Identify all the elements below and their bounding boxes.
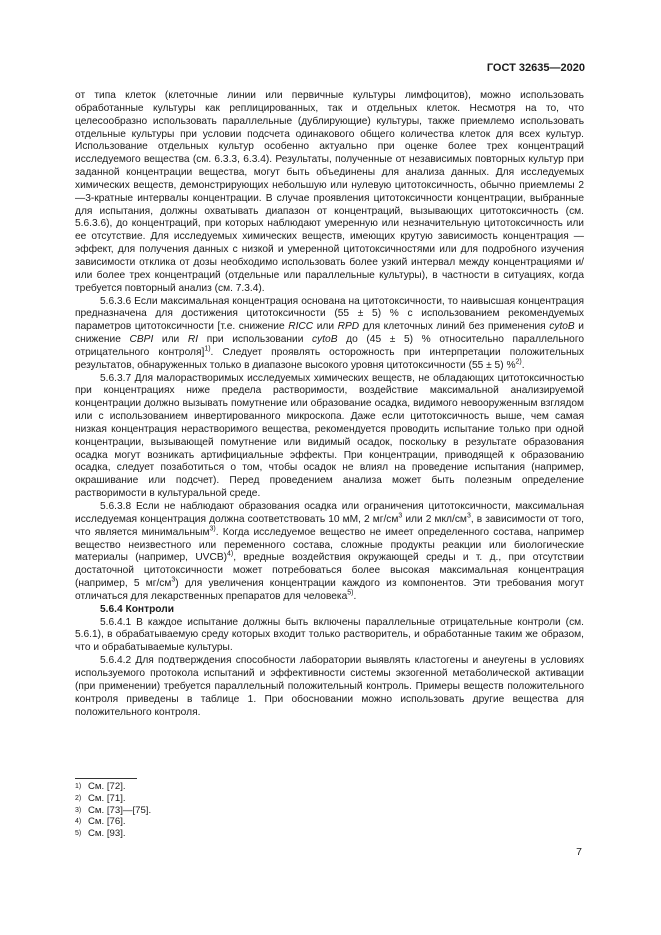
- paragraph-continued: от типа клеток (клеточные линии или первичные культуры лимфоцитов), можно использовать обработанные культуры как реплицированных, так и отдельных клеток. Несмотря на то, что целесообразно использовать параллельные (дублирующие) культуры, также приемлемо использовать отдельные культуры при условии подсчета одинакового общего количества клеток для всех культур. Использование отдельных культур особенно актуально при оценке более трех концентраций исследуемого вещества (см. 6.3.3, 6.3.4). Результаты, полученные от независимых повторных культур при заданной концентрации вещества, могут быть объединены для анализа данных. Для исследуемых химических веществ, демонстрирующих небольшую или нулевую цитотоксичность, обычно приемлемы 2—3-кратные интервалы концентрации. В случае проявления цитотоксичности концентрации, выбранные для испытания, должны охватывать диапазон от концентраций, вызывающих цитотоксичность (см. 5.6.3.6), до концентраций, при которых наблюдают умеренную или незначительную цитотоксичность или ее отсутствие. Для исследуемых химических веществ, имеющих крутую зависимость концентрация — эффект, для получения данных с низкой и умеренной цитотоксичностями или для подробного изучения зависимости отклика от дозы необходимо использовать более узкий интервал между концентрациями и/или более трех концентраций (отдельные или параллельные культуры), в частности в ситуациях, когда требуется повторный анализ (см. 7.3.4).: [75, 90, 584, 294]
- footnote-ref: 3): [209, 525, 216, 533]
- footnote-item: 2) См. [71].: [75, 792, 126, 804]
- footnote-separator: [75, 778, 137, 779]
- paragraph-5-6-3-8: 5.6.3.8 Если не наблюдают образования осадка или ограничения цитотоксичности, максимальная исследуемая концентрация должна соответствовать 10 мМ, 2 $мг/см^3$ или 2 мкл/$см^3$, в зависимости от того, что является минимальным$^{3)}$. Когда исследуемое вещество не имеет определенного состава, например вещество неизвестного или переменного состава, сложные продукты реакции или биологические материалы (например, UVCB)$^{4)}$, вредные воздействия окружающей среды и т. д., при отсутствии достаточной цитотоксичности может потребоваться более высокая максимальная концентрация (например, 5 $мг/см^3$) для увеличения концентрации каждого из компонентов. Эти требования могут отличаться для лекарственных препаратов для человека$^{5)}$.: [75, 501, 584, 602]
- footnotes: [75, 781, 151, 840]
- footnote-item: 1) См. [72].: [75, 781, 126, 792]
- paragraph-5-6-3-6: 5.6.3.6 Если максимальная концентрация основана на цитотоксичности, то наивысшая концентрация предназначена для достижения цитотоксичности (55 ± 5) % с использованием рекомендуемых параметров цитотоксичности [т.е. снижение RICC или RPD для клеточных линий без применения cytoB и снижение CBPI или RI при использовании cytoB до (45 ± 5) % относительно параллельного отрицательного контроля]$^{1)}$. Следует проявлять осторожность при интерпретации положительных результатов, обнаруженных только в диапазоне высокого уровня цитотоксичности (55 ± 5) %$^{2)}$.: [75, 295, 584, 371]
- footnote-ref: 2): [515, 358, 522, 366]
- footnote-ref: 5): [347, 589, 354, 597]
- footnote-item: 5) См. [93].: [75, 828, 126, 840]
- section-heading-5-6-4: 5.6.4 Контроли: [100, 603, 174, 615]
- footnote-item: 3) См. [73]—[75].: [75, 804, 152, 816]
- page-number: 7: [576, 846, 582, 858]
- footnote-item: 4) См. [76].: [75, 816, 126, 828]
- document-header: ГОСТ 32635—2020: [486, 62, 585, 74]
- paragraph-5-6-4-2: 5.6.4.2 Для подтверждения способности лаборатории выявлять кластогены и анеугены в условиях используемого протокола испытаний и эффективности системы экзогенной метаболической активации (при применении) требуется параллельный положительный контроль. Примеры веществ положительного контроля приведены в таблице 1. При обосновании можно использовать другие вещества для положительного контроля.: [75, 655, 584, 718]
- footnote-ref: 1): [204, 345, 211, 353]
- document-body: [75, 90, 584, 719]
- paragraph-5-6-3-7: 5.6.3.7 Для малорастворимых исследуемых химических веществ, не обладающих цитотоксичностью при концентрациях ниже предела растворимости, воздействие максимальной анализируемой концентрации должно вызывать помутнение или образование осадка, видимого невооруженным взглядом или с использованием инвертированного микроскопа. Даже если цитотоксичность выше, чем самая низкая концентрация нерастворимого вещества, рекомендуется проводить испытание только при одной концентрации, вызывающей помутнение или видимый осадок, поскольку в результате образования осадка могут возникать артифициальные эффекты. При концентрации, приводящей к образованию осадка, следует позаботиться о том, чтобы осадок не влиял на проведение испытания (например, окрашивание или подсчет). Перед проведением анализа может быть полезным определение растворимости в культуральной среде.: [75, 372, 584, 500]
- footnote-ref: 4): [227, 550, 234, 558]
- paragraph-5-6-4-1: 5.6.4.1 В каждое испытание должны быть включены параллельные отрицательные контроли (см. 5.6.1), в обрабатываемую среду которых входит только растворитель, и обработанные таким же образом, что и обрабатываемые культуры.: [75, 616, 584, 654]
